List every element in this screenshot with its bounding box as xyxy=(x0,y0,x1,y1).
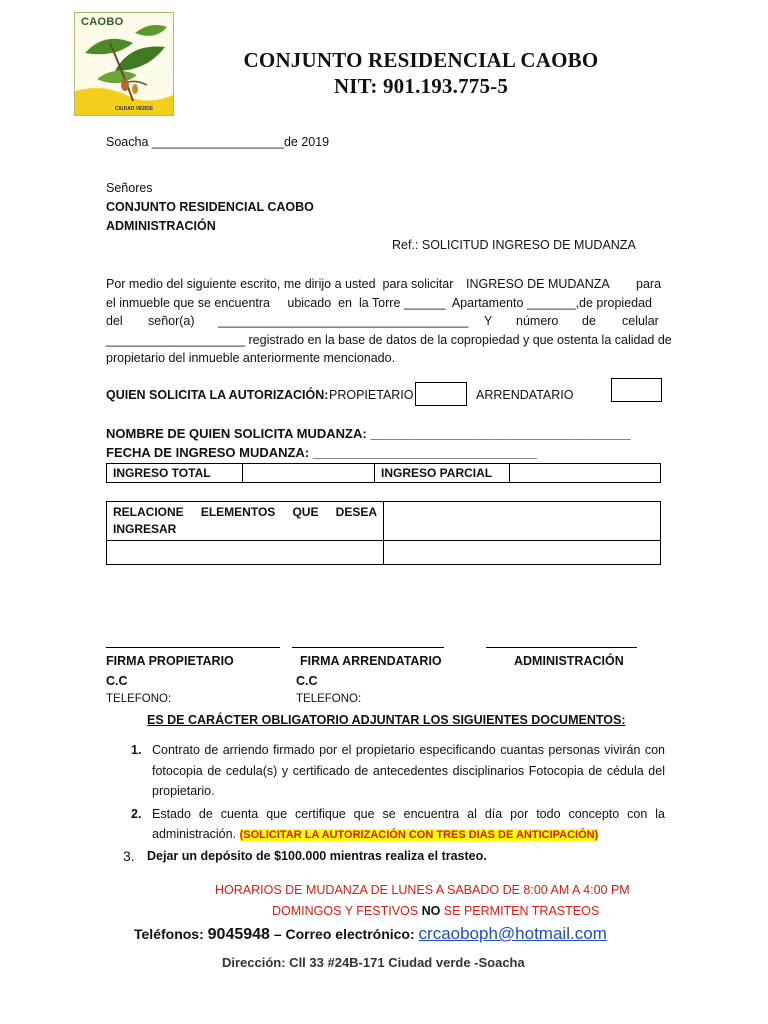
logo-subtitle: CIUDAD VERDE xyxy=(115,106,154,112)
body-line-3a: del xyxy=(106,314,123,328)
requirement-number: 3. xyxy=(123,847,135,864)
requirement-number: 1. xyxy=(131,743,142,757)
owner-signature-line[interactable] xyxy=(106,647,280,648)
owner-checkbox[interactable] xyxy=(415,382,467,406)
move-total-label: INGRESO TOTAL xyxy=(107,464,243,483)
salutation: Señores xyxy=(106,181,153,195)
email-link[interactable]: crcaoboph@hotmail.com xyxy=(418,924,607,943)
tenant-cc-label: C.C xyxy=(296,674,318,688)
tenant-phone-label: TELEFONO: xyxy=(296,693,362,705)
requirements-heading: ES DE CARÁCTER OBLIGATORIO ADJUNTAR LOS SIGUIENTES DOCUMENTOS: xyxy=(147,713,626,727)
tenant-signature-line[interactable] xyxy=(292,647,444,648)
schedule-weekends-a: DOMINGOS Y FESTIVOS xyxy=(272,904,422,918)
contact-line xyxy=(134,924,607,944)
elements-table xyxy=(106,501,661,565)
email-label: – Correo electrónico: xyxy=(269,926,419,942)
elements-header: RELACIONE ELEMENTOS QUE DESEA INGRESAR xyxy=(107,502,384,541)
addressee-org: CONJUNTO RESIDENCIAL CAOBO xyxy=(106,200,314,214)
requirements-list xyxy=(105,740,665,866)
requirement-item xyxy=(105,846,665,867)
requirement-item xyxy=(105,740,665,802)
body-line-1c: para xyxy=(636,277,662,291)
body-line-3g: celular xyxy=(622,314,659,328)
elements-header-right[interactable] xyxy=(384,502,661,541)
body-line-3f: de xyxy=(582,314,596,328)
admin-signature-label: ADMINISTRACIÓN xyxy=(514,654,624,668)
body-line-4: ____________________ registrado en la base de datos de la copropiedad y que ostenta la calidad de xyxy=(106,333,672,347)
body-line-3e: número xyxy=(516,314,559,328)
move-type-table xyxy=(106,463,661,483)
body-line-3c: ____________________________________ xyxy=(218,314,469,328)
document-nit: NIT: 901.193.775-5 xyxy=(333,74,509,98)
elements-row-cell-left[interactable] xyxy=(107,541,384,565)
date-line: Soacha ___________________de 2019 xyxy=(106,135,330,149)
tenant-signature-label: FIRMA ARRENDATARIO xyxy=(300,654,442,668)
body-line-3d: Y xyxy=(484,314,493,328)
body-line-1b: INGRESO DE MUDANZA xyxy=(466,277,610,291)
requirement-text: Dejar un depósito de $100.000 mientras realiza el trasteo. xyxy=(147,848,487,863)
owner-phone-label: TELEFONO: xyxy=(106,693,172,705)
move-date-field[interactable]: FECHA DE INGRESO MUDANZA: _______________________________ xyxy=(106,445,537,460)
move-partial-label: INGRESO PARCIAL xyxy=(375,464,510,483)
requirement-text: Contrato de arriendo firmado por el propietario especificando cuantas personas vivirán con fotocopia de cedula(s) y certificado de antecedentes disciplinarios Fotocopia de cédula del propietario. xyxy=(152,743,665,798)
body-line-2: el inmueble que se encuentra ubicado en la Torre ______ Apartamento _______,de propiedad xyxy=(106,296,653,310)
owner-cc-label: C.C xyxy=(106,674,128,688)
logo-brand-text: CAOBO xyxy=(81,16,124,28)
move-partial-cell[interactable] xyxy=(510,464,661,483)
mover-name-field[interactable]: NOMBRE DE QUIEN SOLICITA MUDANZA: ____________________________________ xyxy=(106,426,631,441)
requirement-text: Estado de cuenta que certifique que se encuentra al día por todo concepto con la administración. xyxy=(152,806,665,841)
phone-number: 9045948 xyxy=(207,926,270,943)
admin-signature-line[interactable] xyxy=(486,647,637,648)
body-line-3b: señor(a) xyxy=(148,314,195,328)
schedule-weekends-c: SE PERMITEN TRASTEOS xyxy=(440,904,600,918)
tenant-option-label: ARRENDATARIO xyxy=(476,388,574,402)
reference-line: Ref.: SOLICITUD INGRESO DE MUDANZA xyxy=(392,238,636,252)
body-line-5: propietario del inmueble anteriormente mencionado. xyxy=(106,351,396,365)
tenant-checkbox[interactable] xyxy=(611,378,662,402)
requester-label: QUIEN SOLICITA LA AUTORIZACIÓN: xyxy=(106,388,329,402)
requirement-item xyxy=(105,804,665,846)
phone-label: Teléfonos: xyxy=(134,926,208,942)
elements-row-cell-right[interactable] xyxy=(384,541,661,565)
body-line-1a: Por medio del siguiente escrito, me dirijo a usted para solicitar xyxy=(106,277,454,291)
advance-notice-note: (SOLICITAR LA AUTORIZACIÓN CON TRES DIAS DE ANTICIPACIÓN) xyxy=(239,829,599,841)
addressee-dept: ADMINISTRACIÓN xyxy=(106,219,216,233)
owner-option-label: PROPIETARIO xyxy=(329,388,414,402)
schedule-weekdays: HORARIOS DE MUDANZA DE LUNES A SABADO DE 8:00 AM A 4:00 PM xyxy=(215,883,630,897)
requirement-number: 2. xyxy=(131,806,142,821)
owner-signature-label: FIRMA PROPIETARIO xyxy=(106,654,234,668)
address-line: Dirección: Cll 33 #24B-171 Ciudad verde -Soacha xyxy=(222,955,525,970)
move-total-cell[interactable] xyxy=(243,464,375,483)
document-title: CONJUNTO RESIDENCIAL CAOBO xyxy=(243,48,599,72)
schedule-weekends xyxy=(272,904,599,918)
schedule-weekends-no: NO xyxy=(421,904,441,918)
